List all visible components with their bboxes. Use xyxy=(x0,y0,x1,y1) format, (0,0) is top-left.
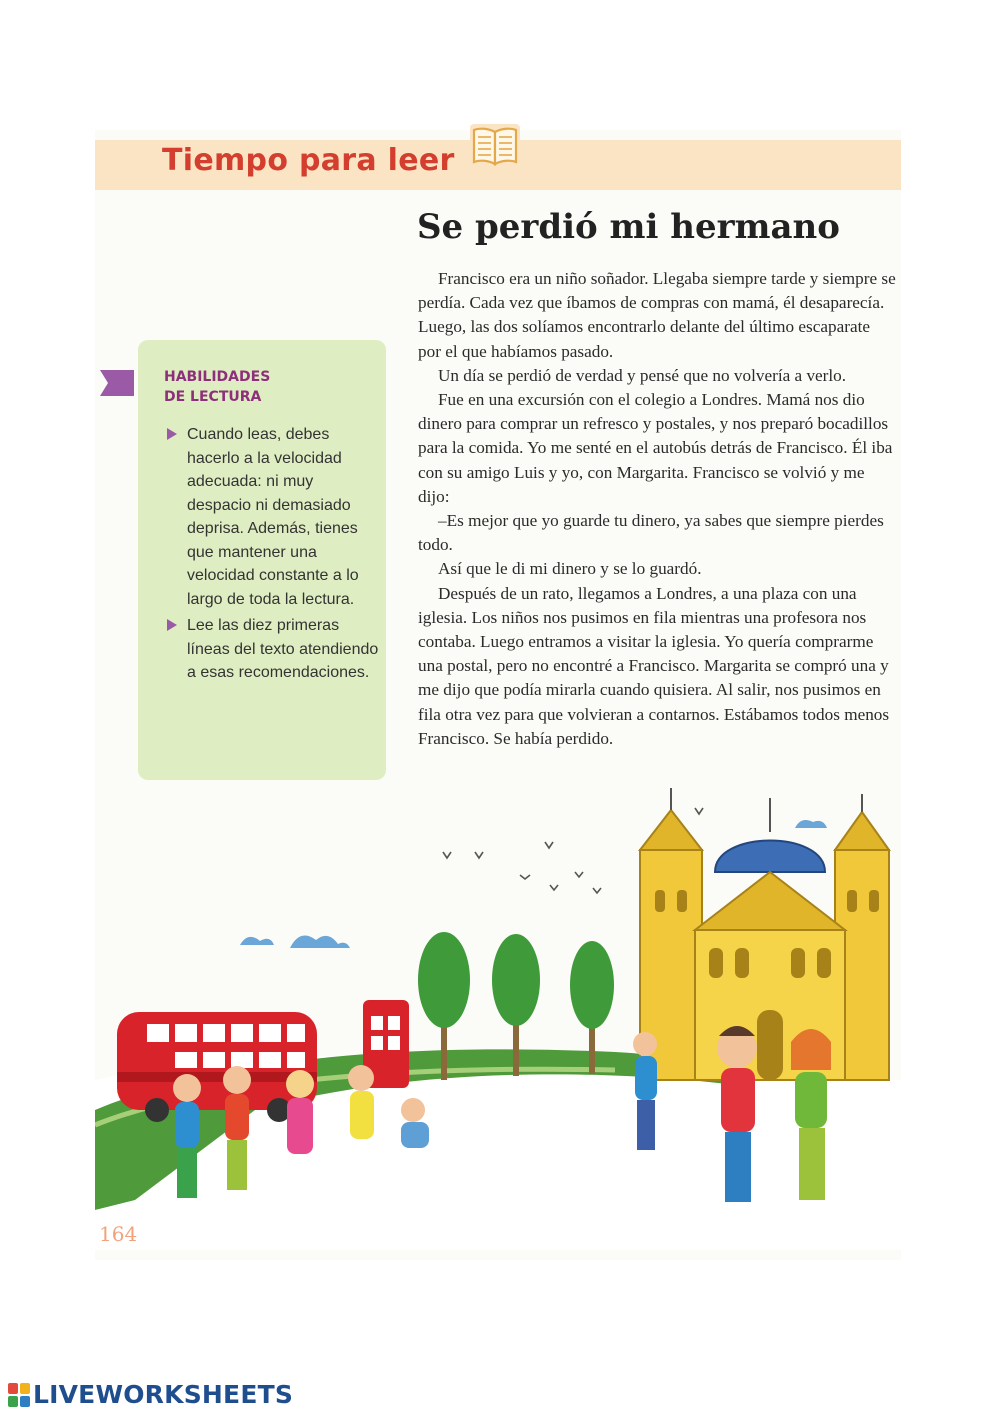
story-paragraph: Así que le di mi dinero y se lo guardó. xyxy=(438,559,702,579)
triangle-bullet-icon xyxy=(166,618,178,632)
story-paragraph: Después de un rato, llegamos a Londres, a una plaza con una iglesia. Los niños nos pusimos en fila mientras una profesora nos contaba. Luego entramos a visitar la iglesia. Yo quería comprarme una postal, pero no encontré a Francisco. Margarita se compró una y me dijo que podía mirarla cuando quisiera. Al salir, nos pusimos en fila otra vez para que volvieran a contarnos. Estábamos todos menos Francisco. Se había perdido. xyxy=(418,583,890,748)
list-item xyxy=(164,423,379,611)
list-item-text: Cuando leas, debes hacerlo a la velocidad adecuada: ni muy despacio ni demasiado deprisa. Además, tienes que mantener una velocidad constante a lo largo de toda la lectura. xyxy=(187,426,359,608)
footer-brand-text: LIVEWORKSHEETS xyxy=(33,1380,294,1409)
triangle-bullet-icon xyxy=(166,427,178,441)
story-title: Se perdió mi hermano xyxy=(417,207,840,247)
page-number: 164 xyxy=(99,1222,138,1246)
story-paragraph: Fue en una excursión con el colegio a Londres. Mamá nos dio dinero para comprar un refresco y postales, y nos preparó bocadillos para la comida. Yo me senté en el autobús detrás de Francisco. Él iba con su amigo Luis y yo, con Margarita. Francisco se volvió y me dijo: xyxy=(418,390,893,506)
liveworksheets-logo-icon xyxy=(8,1383,30,1407)
list-item-text: Lee las diez primeras líneas del texto atendiendo a esas recomendaciones. xyxy=(187,617,379,681)
list-item xyxy=(164,614,379,685)
reading-skills-heading-line: DE LECTURA xyxy=(164,389,262,405)
open-book-icon xyxy=(468,122,522,170)
london-trip-illustration xyxy=(95,780,901,1250)
section-title: Tiempo para leer xyxy=(162,143,455,178)
reading-skills-heading xyxy=(164,367,364,407)
ribbon-marker-icon xyxy=(100,370,134,396)
reading-skills-heading-line: HABILIDADES xyxy=(164,369,271,385)
story-text xyxy=(418,267,896,751)
reading-skills-list xyxy=(164,423,379,688)
story-paragraph: Francisco era un niño soñador. Llegaba siempre tarde y siempre se perdía. Cada vez que íbamos de compras con mamá, él desaparecía. Luego, las dos solíamos encontrarlo delante del último escaparate por el que habíamos pasado. xyxy=(418,269,896,361)
footer-brand[interactable] xyxy=(8,1380,293,1409)
story-paragraph: –Es mejor que yo guarde tu dinero, ya sabes que siempre pierdes todo. xyxy=(418,511,884,555)
story-paragraph: Un día se perdió de verdad y pensé que no volvería a verlo. xyxy=(438,365,847,385)
